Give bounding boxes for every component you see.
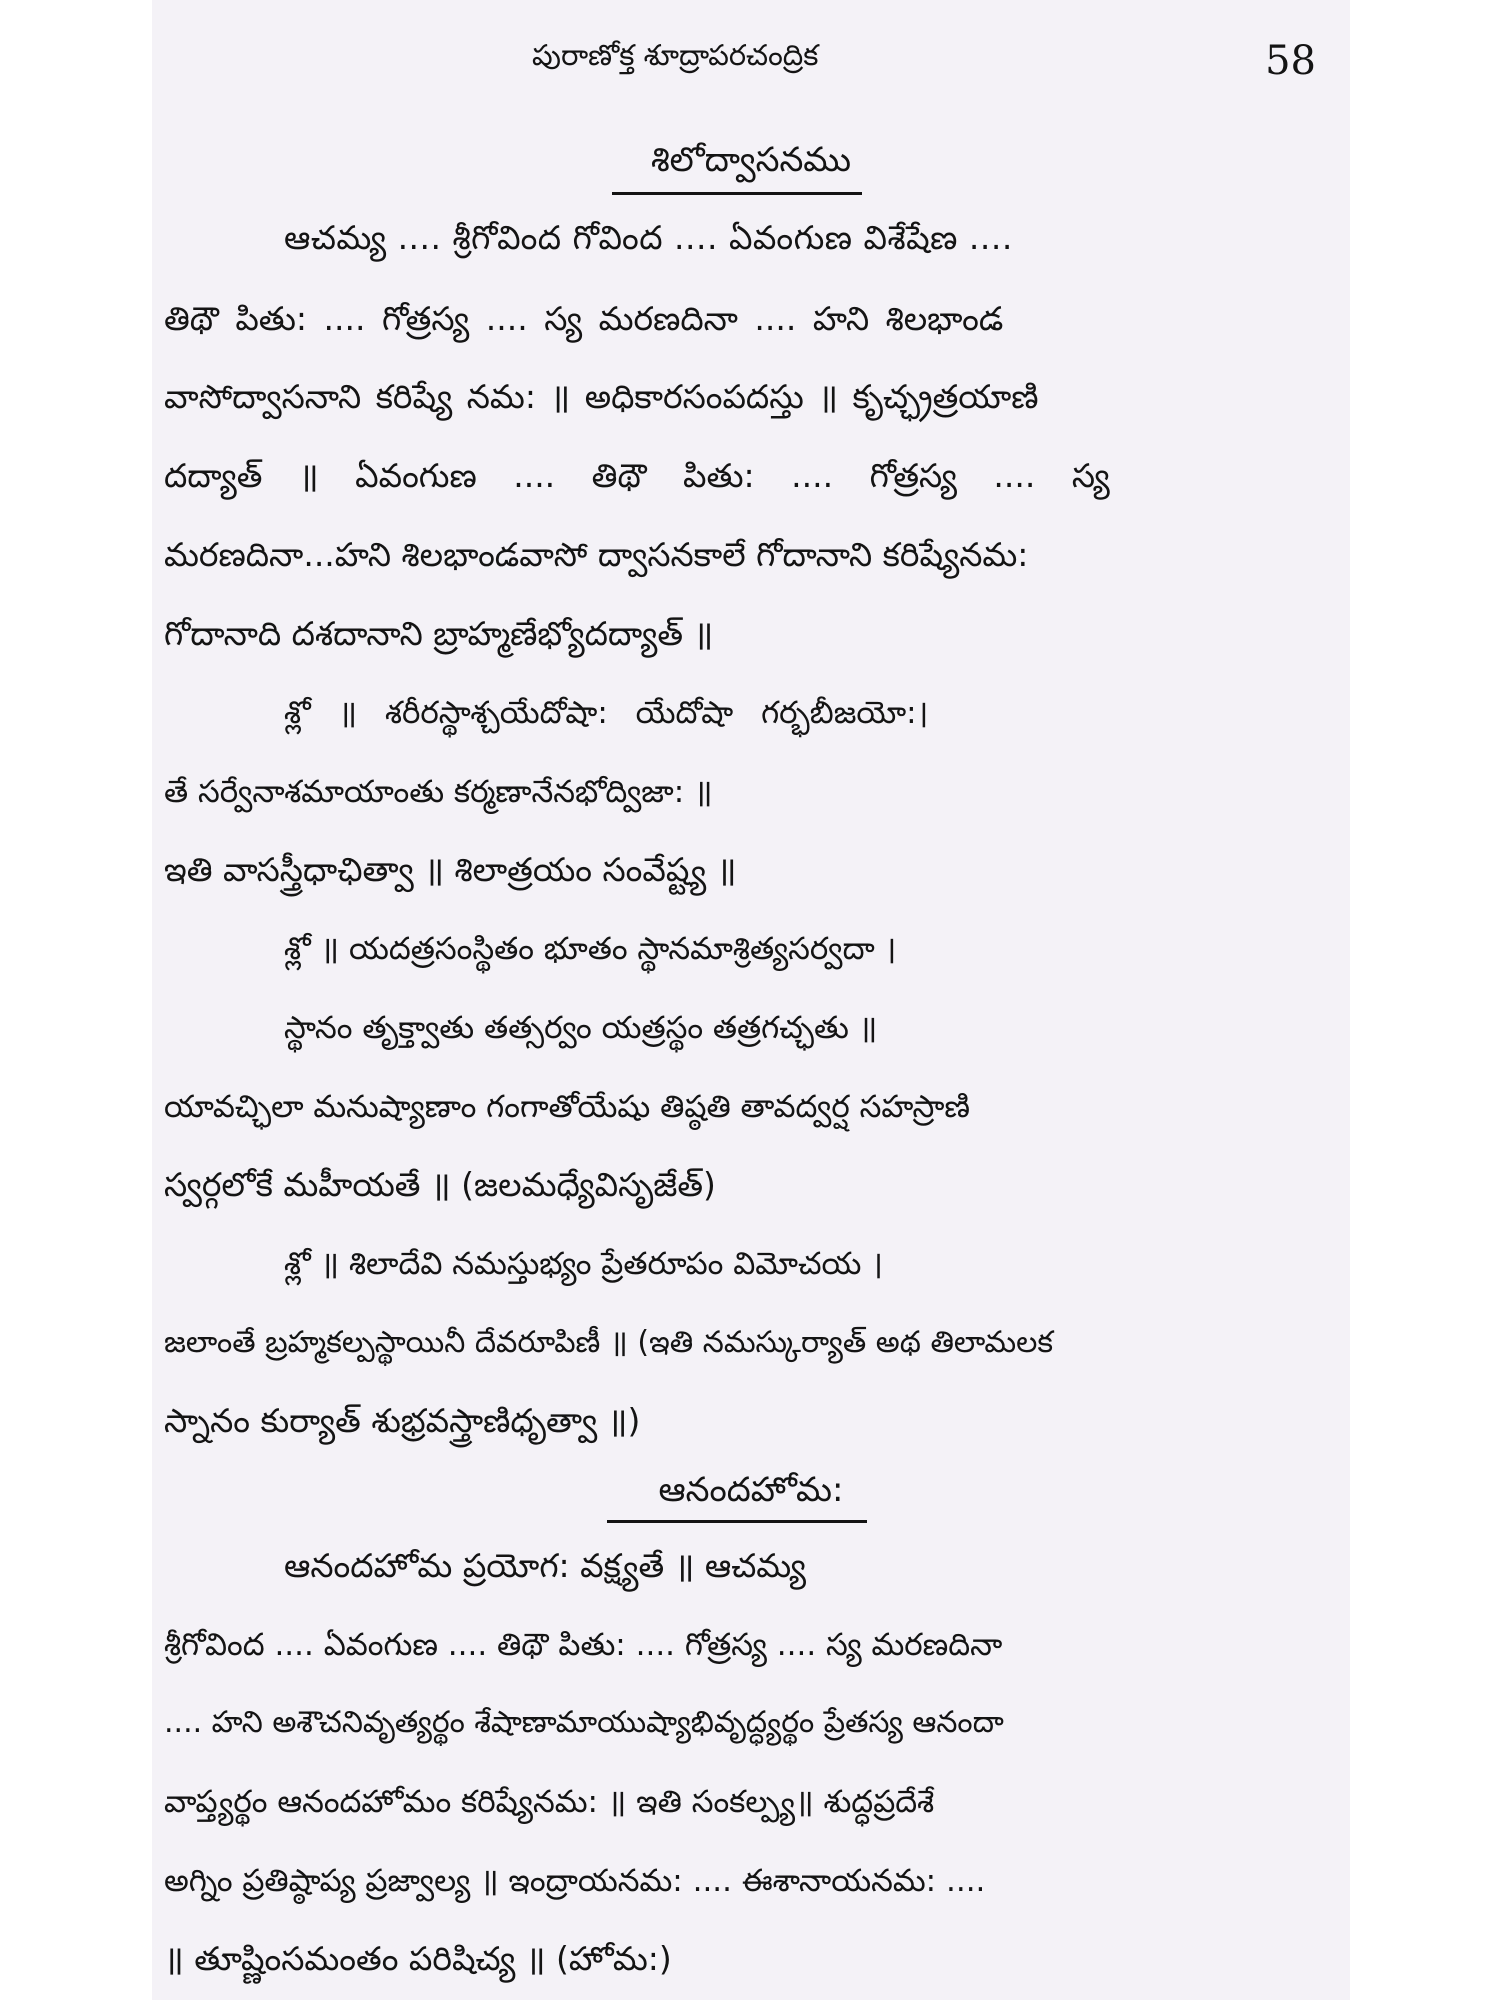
text-line: వాప్త్యర్థం ఆనందహోమం కరిష్యేనమ: ॥ ఇతి సంకల్ప్య॥ శుద్ధప్రదేశే — [164, 1784, 935, 1820]
verse-line: తే సర్వేనాశమాయాంతు కర్మణానేనభోద్విజా: ॥ — [164, 774, 713, 810]
text-line: స్నానం కుర్యాత్ శుభ్రవస్త్రాణిధృత్వా ॥) — [164, 1401, 641, 1440]
verse-line: శ్లో ॥ శరీరస్థాశ్చయేదోషా: యేదోషా గర్భబీజయో:। — [284, 695, 929, 731]
text-line: ॥ తూష్ణింసమంతం పరిషిచ్య ॥ (హోమ:) — [164, 1939, 672, 1978]
text-line: ఆచమ్య .... శ్రీగోవింద గోవింద .... ఏవంగుణ విశేషేణ .... — [284, 218, 1013, 257]
text-line: ఆనందహోమ ప్రయోగ: వక్ష్యతే ॥ ఆచమ్య — [284, 1546, 806, 1585]
section-heading-anandahoma: ఆనందహోమ: — [658, 1470, 844, 1510]
section-heading-shilodvasanam: శిలోద్వాసనము — [650, 140, 852, 180]
verse-line: శ్లో ॥ యదత్రసంస్థితం భూతం స్థానమాశ్రిత్యసర్వదా । — [284, 931, 897, 967]
verse-line: యావచ్ఛిలా మనుష్యాణాం గంగాతోయేషు తిష్ఠతి తావద్వర్ష సహస్రాణి — [164, 1089, 971, 1125]
verse-line: శ్లో ॥ శిలాదేవి నమస్తుభ్యం ప్రేతరూపం విమోచయ । — [284, 1246, 884, 1282]
page-number: 58 — [1265, 38, 1316, 84]
heading-underline — [612, 192, 862, 195]
text-line: దద్యాత్ ॥ ఏవంగుణ .... తిథౌ పితు: .... గోత్రస్య .... స్య — [164, 456, 1110, 495]
text-line: .... హని అశౌచనివృత్యర్థం శేషాణామాయుష్యాభివృద్ధ్యర్థం ప్రేతస్య ఆనందా — [164, 1705, 1004, 1740]
text-line: వాసోద్వాసనాని కరిష్యే నమ: ॥ అధికారసంపదస్తు ॥ కృచ్ఛ్రత్రయాణి — [164, 377, 1039, 416]
text-line: మరణదినా...హని శిలభాండవాసో ద్వాసనకాలే గోదానాని కరిష్యేనమ: — [164, 535, 1029, 574]
verse-line: స్థానం తృక్త్వాతు తత్సర్వం యత్రస్థం తత్రగచ్ఛతు ॥ — [284, 1010, 878, 1046]
running-header: పురాణోక్త శూద్రాపరచంద్రిక — [532, 38, 819, 72]
text-line: తిథౌ పితు: .... గోత్రస్య .... స్య మరణదినా .... హని శిలభాండ — [164, 299, 1004, 338]
heading-underline — [607, 1520, 867, 1523]
book-page — [152, 0, 1350, 2000]
text-line: స్వర్గలోకే మహీయతే ॥ (జలమధ్యేవిసృజేత్) — [164, 1165, 716, 1204]
text-line: ఇతి వాసస్త్రీధాఛిత్వా ॥ శిలాత్రయం సంవేష్ట్య ॥ — [164, 850, 737, 889]
verse-line: జలాంతే బ్రహ్మకల్పస్థాయినీ దేవరూపిణీ ॥ (ఇతి నమస్కుర్యాత్ అథ తిలామలక — [164, 1325, 1054, 1360]
text-line: అగ్నిం ప్రతిష్ఠాప్య ప్రజ్వాల్య ॥ ఇంద్రాయనమ: .... ఈశానాయనమ: .... — [164, 1863, 986, 1899]
text-line: గోదానాది దశదానాని బ్రాహ్మణేభ్యోదద్యాత్ ॥ — [164, 614, 714, 653]
text-line: శ్రీగోవింద .... ఏవంగుణ .... తిథౌ పితు: .... గోత్రస్య .... స్య మరణదినా — [164, 1627, 1003, 1663]
